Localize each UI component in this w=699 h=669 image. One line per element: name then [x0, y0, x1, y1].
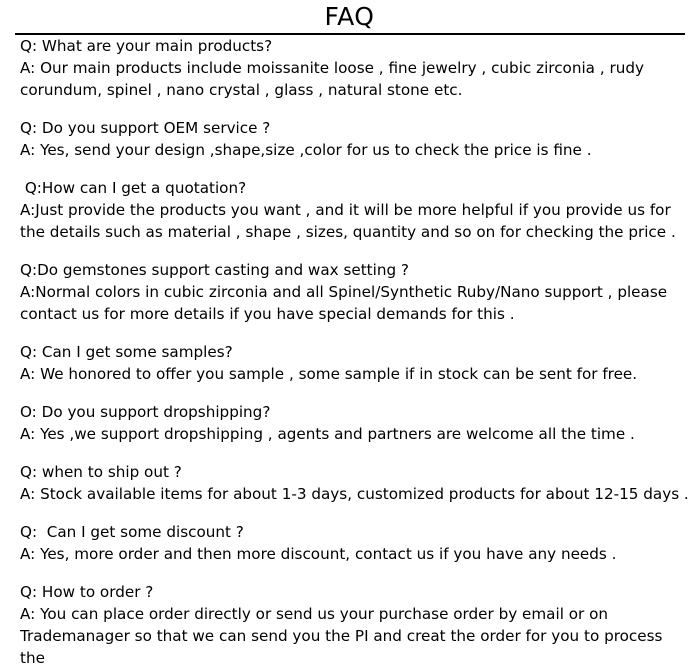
faq-item — [20, 177, 690, 243]
faq-answer: A: Yes ,we support dropshipping , agents and partners are welcome all the time . — [20, 425, 635, 443]
faq-answer: A: Stock available items for about 1-3 days, customized products for about 12-15 days . — [20, 485, 689, 503]
faq-question: Q: Do you support OEM service ? — [20, 119, 271, 137]
faq-item — [20, 341, 690, 385]
faq-item — [20, 521, 690, 565]
faq-item — [20, 117, 690, 161]
faq-question: Q:Do gemstones support casting and wax setting ? — [20, 261, 409, 279]
faq-answer: A:Normal colors in cubic zirconia and all Spinel/Synthetic Ruby/Nano support , please contact us for more details if you have special demands for this . — [20, 283, 668, 323]
faq-item — [20, 35, 690, 101]
faq-question: Q: Can I get some discount ? — [20, 523, 244, 541]
faq-question: Q: when to ship out ? — [20, 463, 182, 481]
faq-item — [20, 401, 690, 445]
faq-list — [20, 35, 690, 669]
faq-answer: A: Our main products include moissanite loose , fine jewelry , cubic zirconia , rudy corundum, spinel , nano crystal , glass , natural stone etc. — [20, 59, 644, 99]
faq-answer: A: We honored to offer you sample , some sample if in stock can be sent for free. — [20, 365, 638, 383]
faq-question: Q: Can I get some samples? — [20, 343, 233, 361]
faq-question: Q: How to order ? — [20, 583, 154, 601]
faq-answer: A: Yes, more order and then more discount, contact us if you have any needs . — [20, 545, 617, 563]
faq-answer: A:Just provide the products you want , and it will be more helpful if you provide us for the details such as material , shape , sizes, quantity and so on for checking the price . — [20, 201, 676, 241]
faq-question: Q: What are your main products? — [20, 37, 273, 55]
faq-answer: A: You can place order directly or send us your purchase order by email or on Trademanager so that we can send you the PI and creat the order for you to process the — [20, 605, 663, 667]
faq-question: O: Do you support dropshipping? — [20, 403, 271, 421]
page-title: FAQ — [324, 2, 375, 31]
faq-answer: A: Yes, send your design ,shape,size ,color for us to check the price is fine . — [20, 141, 592, 159]
faq-item — [20, 581, 690, 669]
faq-item — [20, 259, 690, 325]
faq-question: Q:How can I get a quotation? — [20, 179, 247, 197]
faq-item — [20, 461, 690, 505]
